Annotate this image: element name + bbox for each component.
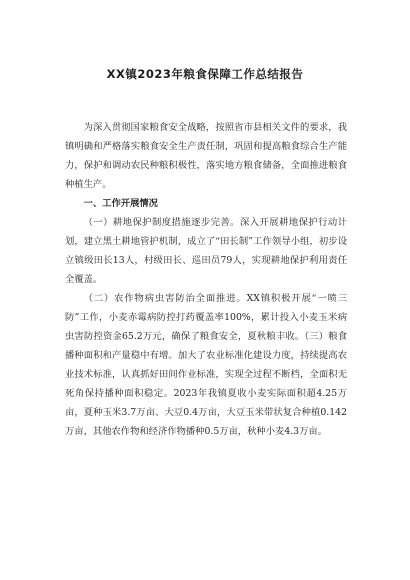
document-body (65, 118, 347, 441)
pest-control-paragraph: （二）农作物病虫害防治全面推进。XX镇积极开展“一喷三防”工作，小麦赤霉病防控打药覆盖率100%，累计投入小麦玉米病虫害防控资金65.2万元，确保了粮食安全，夏秋粮丰收。（三）粮食播种面积和产量稳中有增。加大了农业标准化建设力度，持续提高农业技术标准，认真抓好田间作业标准，实现全过程不断档，全面积无死角保持播种面积稳定。2023年我镇夏收小麦实际面积超4.25万亩，夏种玉米3.7万亩、大豆0.4万亩，大豆玉米带状复合种植0.142万亩，其他农作物和经济作物播种0.5万亩，秋种小麦4.3万亩。 (65, 293, 347, 437)
farmland-protection-paragraph: （一）耕地保护制度措施逐步完善。深入开展耕地保护行动计划，建立黑土耕地管护机制，成立了“田长制”工作领导小组，初步设立镇级田长13人，村级田长、巡田员79人，实现耕地保护利用责任全覆盖。 (65, 217, 347, 285)
section-heading: 一、工作开展情况 (83, 198, 158, 209)
document-title: XX镇2023年粮食保障工作总结报告 (106, 67, 304, 81)
intro-paragraph: 为深入贯彻国家粮食安全战略，按照省市县相关文件的要求，我镇明确和严格落实粮食安全生产责任制，巩固和提高粮食综合生产能力，保护和调动农民种粮积极性，落实地方粮食储备，全面推进粮食种植生产。 (65, 122, 347, 190)
